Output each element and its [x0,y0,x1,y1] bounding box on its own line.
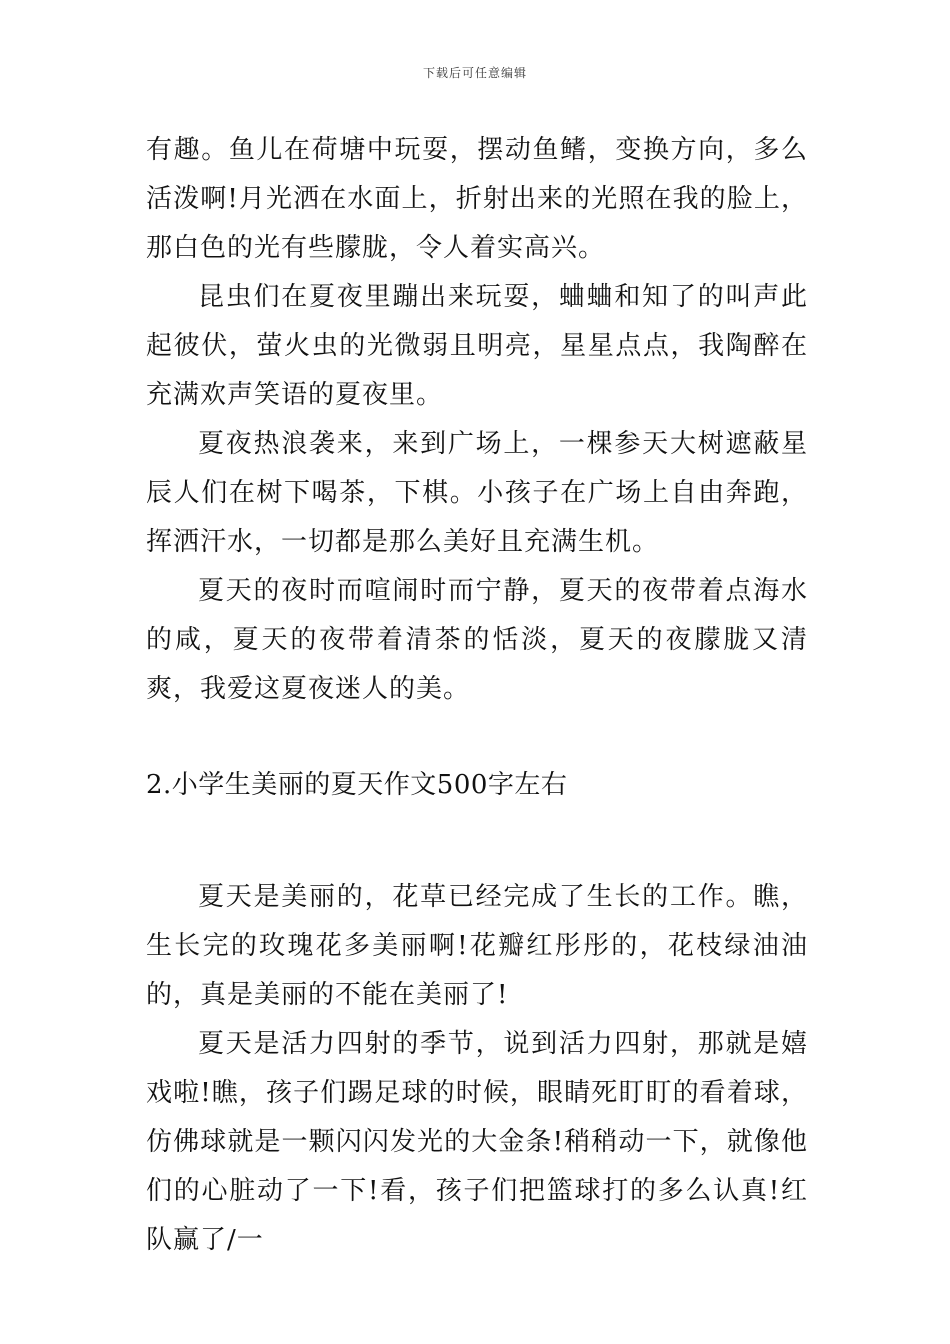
spacer [146,810,808,873]
paragraph: 夏天是活力四射的季节，说到活力四射，那就是嬉戏啦!瞧，孩子们踢足球的时候，眼睛死盯盯的看着球，仿佛球就是一颗闪闪发光的大金条!稍稍动一下，就像他们的心脏动了一下!看，孩子们把篮球打的多么认真!红队赢了/一 [146,1029,808,1255]
spacer [146,714,808,761]
page-header: 下载后可任意编辑 [422,66,527,80]
document-body [146,126,808,1265]
section-heading: 2.小学生美丽的夏天作文500字左右 [146,770,568,800]
paragraph-continuation: 有趣。鱼儿在荷塘中玩耍，摆动鱼鳍，变换方向，多么活泼啊!月光洒在水面上，折射出来的光照在我的脸上，那白色的光有些朦胧，令人着实高兴。 [146,135,808,263]
paragraph: 夏天是美丽的，花草已经完成了生长的工作。瞧，生长完的玫瑰花多美丽啊!花瓣红彤彤的，花枝绿油油的，真是美丽的不能在美丽了! [146,882,808,1010]
paragraph: 昆虫们在夏夜里蹦出来玩耍，蛐蛐和知了的叫声此起彼伏，萤火虫的光微弱且明亮，星星点点，我陶醉在充满欢声笑语的夏夜里。 [146,282,808,410]
paragraph: 夏夜热浪袭来，来到广场上，一棵参天大树遮蔽星辰人们在树下喝茶，下棋。小孩子在广场上自由奔跑，挥洒汗水，一切都是那么美好且充满生机。 [146,429,808,557]
paragraph: 夏天的夜时而喧闹时而宁静，夏天的夜带着点海水的咸，夏天的夜带着清茶的恬淡，夏天的夜朦胧又清爽，我爱这夏夜迷人的美。 [146,576,808,704]
